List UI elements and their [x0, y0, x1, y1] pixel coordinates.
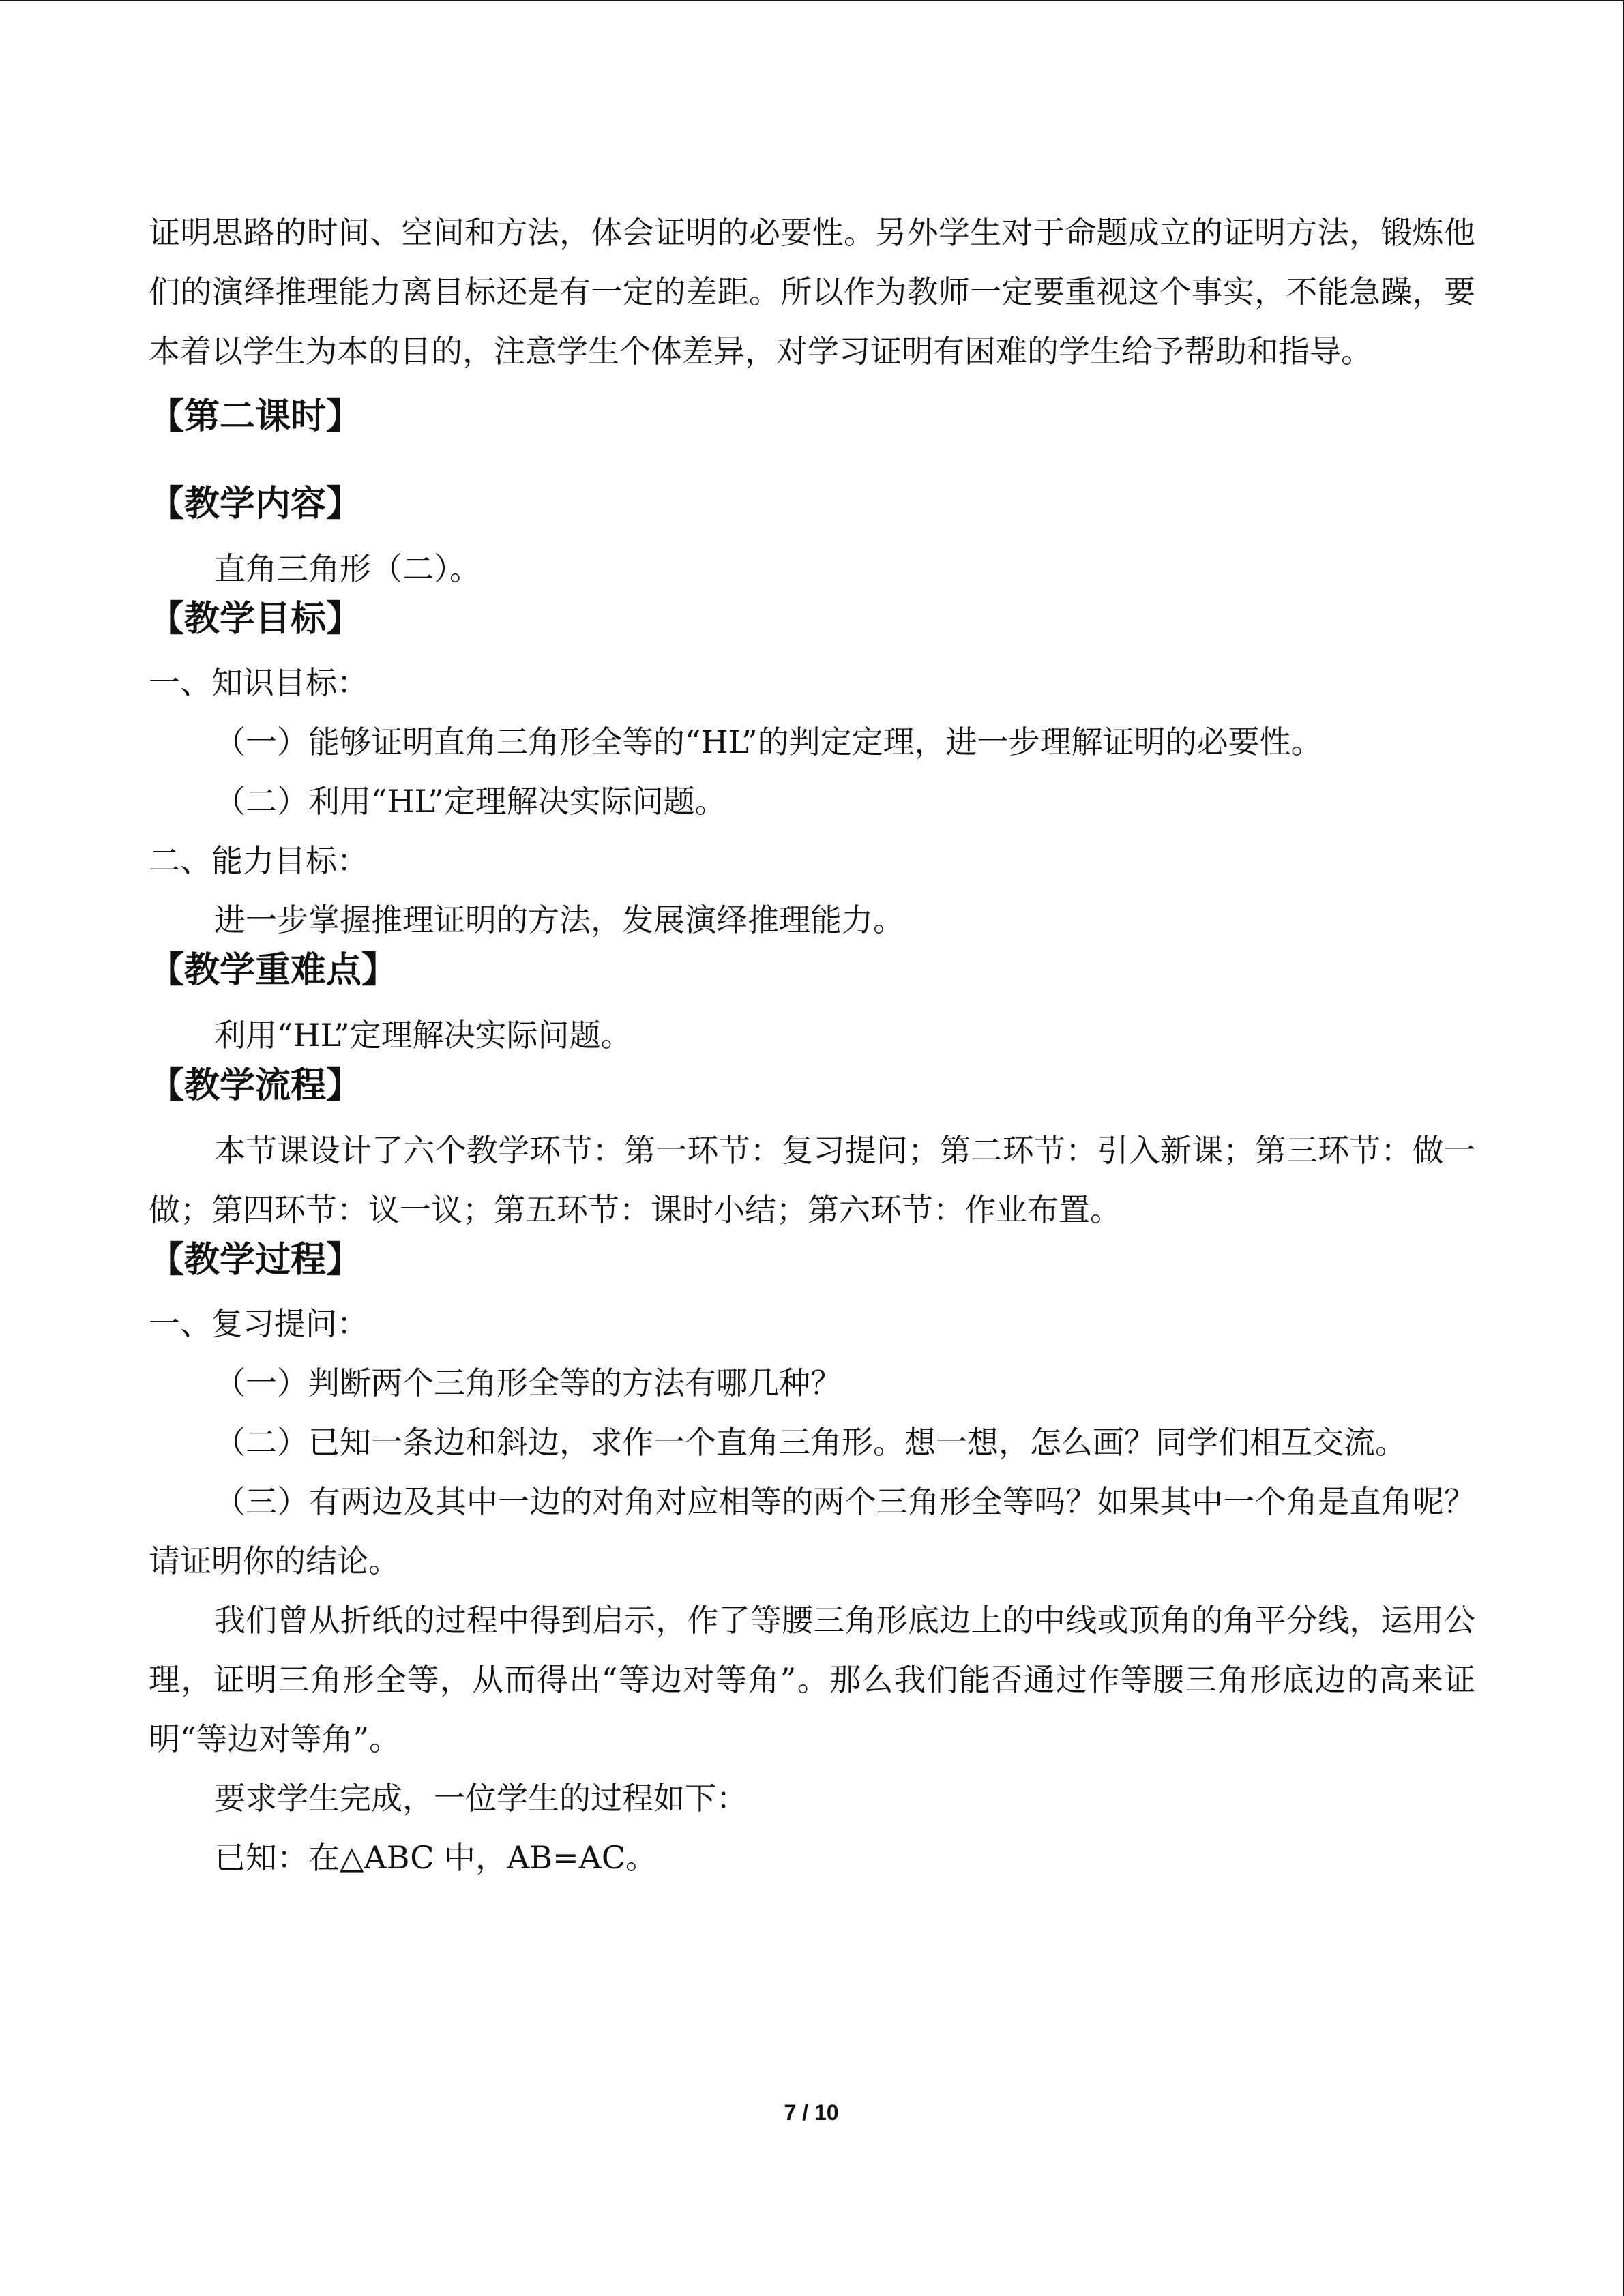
teaching-content-text: 直角三角形（二）。: [214, 550, 481, 587]
process-paragraph-1: 我们曾从折纸的过程中得到启示，作了等腰三角形底边上的中线或顶角的角平分线，运用公理，证明三角形全等，从而得出“等边对等角”。那么我们能否通过作等腰三角形底边的高来证明“等边对等角”。: [149, 1602, 1475, 1757]
intro-paragraph: 证明思路的时间、空间和方法，体会证明的必要性。另外学生对于命题成立的证明方法，锻炼他们的演绎推理能力离目标还是有一定的差距。所以作为教师一定要重视这个事实，不能急躁，要本着以学生为本的目的，注意学生个体差异，对学习证明有困难的学生给予帮助和指导。: [149, 214, 1475, 370]
ability-goal-title: 二、能力目标：: [149, 842, 368, 879]
process-paragraph-3: 已知：在△ABC 中，AB=AC。: [214, 1839, 658, 1876]
process-paragraph-2: 要求学生完成，一位学生的过程如下：: [214, 1780, 748, 1817]
review-question-1: （一）判断两个三角形全等的方法有哪几种？: [214, 1365, 842, 1401]
heading-second-lesson: 【第二课时】: [149, 396, 362, 437]
review-title: 一、复习提问：: [149, 1305, 368, 1342]
page-content: [149, 203, 1475, 1888]
heading-key-points: 【教学重难点】: [149, 950, 398, 991]
ability-goal-1: 进一步掌握推理证明的方法，发展演绎推理能力。: [214, 901, 904, 938]
review-question-2: （二）已知一条边和斜边，求作一个直角三角形。想一想，怎么画？同学们相互交流。: [214, 1424, 1406, 1461]
heading-teaching-process: 【教学过程】: [149, 1240, 362, 1281]
heading-teaching-content: 【教学内容】: [149, 483, 362, 524]
knowledge-goal-2: （二）利用“HL”定理解决实际问题。: [214, 783, 726, 820]
teaching-flow-text: 本节课设计了六个教学环节：第一环节：复习提问；第二环节：引入新课；第三环节：做一做；第四环节：议一议；第五环节：课时小结；第六环节：作业布置。: [149, 1132, 1475, 1228]
knowledge-goal-1: （一）能够证明直角三角形全等的“HL”的判定定理，进一步理解证明的必要性。: [214, 724, 1323, 760]
heading-teaching-flow: 【教学流程】: [149, 1065, 362, 1106]
page-number: 7 / 10: [784, 2100, 839, 2125]
key-points-text: 利用“HL”定理解决实际问题。: [214, 1017, 632, 1054]
heading-teaching-goals: 【教学目标】: [149, 599, 362, 640]
review-question-3: （三）有两边及其中一边的对角对应相等的两个三角形全等吗？如果其中一个角是直角呢？请证明你的结论。: [149, 1483, 1475, 1579]
knowledge-goal-title: 一、知识目标：: [149, 664, 368, 701]
